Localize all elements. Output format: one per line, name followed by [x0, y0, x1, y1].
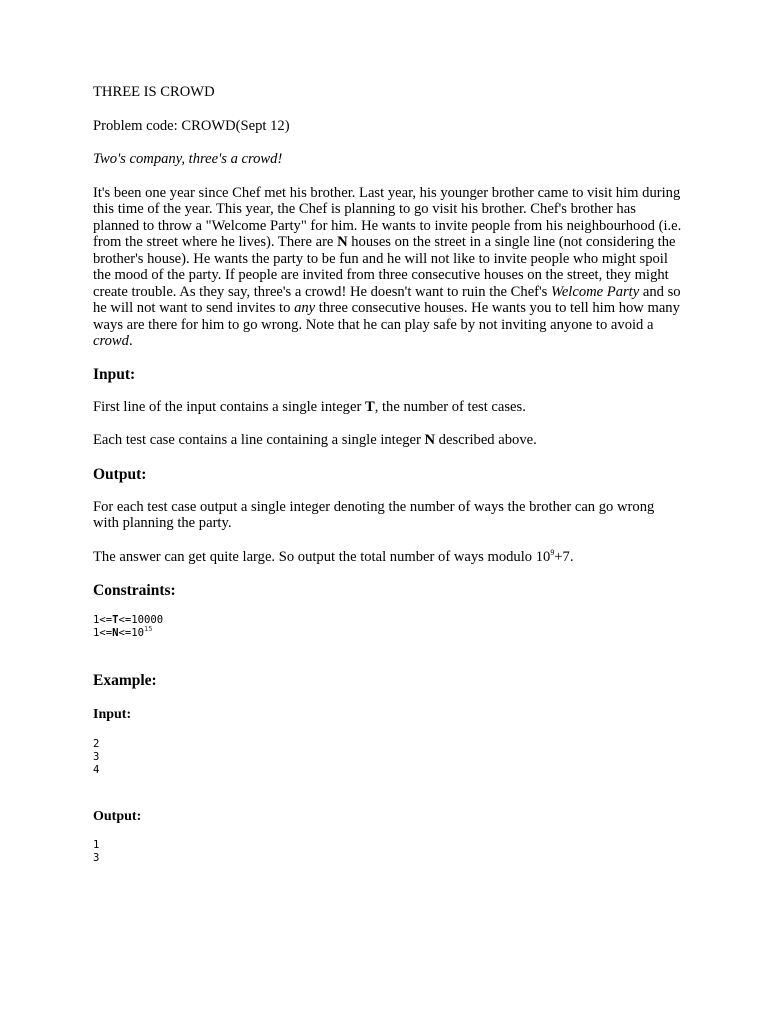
- input-line-2-text-b: described above.: [435, 432, 537, 448]
- statement-text-3: and so he will not want to send invites to: [93, 283, 681, 316]
- var-n: N: [337, 234, 348, 250]
- input-heading: Input:: [93, 365, 136, 383]
- input-line-1: [93, 399, 683, 416]
- example-output-label: Output:: [93, 809, 142, 824]
- constraint-1-var: T: [112, 614, 119, 626]
- input-line-1-text-b: , the number of test cases.: [374, 398, 526, 415]
- example-input-label: Input:: [93, 707, 132, 722]
- exponent-9: 9: [550, 547, 555, 557]
- constraint-2-b: <=10: [118, 627, 145, 639]
- output-line-1: For each test case output a single integer denoting the number of ways the brother can go wrong with planning the party.: [93, 498, 655, 531]
- example-input-line: 3: [93, 751, 100, 763]
- problem-content: [93, 84, 683, 865]
- constraint-2-a: 1<=: [93, 627, 113, 639]
- constraint-2-var: N: [112, 627, 119, 639]
- constraint-1-a: 1<=: [93, 614, 113, 626]
- constraint-1-b: <=10000: [118, 614, 164, 626]
- input-line-2: [93, 432, 683, 449]
- statement-text-5: .: [128, 333, 133, 349]
- example-heading: Example:: [93, 672, 157, 689]
- crowd-term: crowd: [93, 333, 129, 349]
- problem-title: THREE IS CROWD: [93, 84, 215, 100]
- input-line-2-text-a: Each test case contains a line containing a single integer: [93, 432, 425, 448]
- output-heading: Output:: [93, 465, 147, 483]
- problem-code: Problem code: CROWD(Sept 12): [93, 117, 290, 134]
- output-line-2: [93, 549, 683, 566]
- example-input-block: [93, 738, 683, 777]
- exponent-15: 15: [144, 625, 153, 633]
- statement-text-4: three consecutive houses. He wants you to tell him how many ways are there for him to go wrong. Note that he can play safe by not inviting anyone to avoid a: [93, 300, 680, 333]
- var-t: T: [364, 398, 375, 415]
- input-line-1-text-a: First line of the input contains a single integer: [93, 398, 365, 415]
- example-input-line: 4: [93, 764, 100, 776]
- tagline: Two's company, three's a crowd!: [93, 151, 283, 167]
- statement-text-1: It's been one year since Chef met his brother. Last year, his younger brother came to visit him during this time of the year. This year, the Chef is planning to go visit his brother. Chef's brother has planned to throw a "Welcome Party" for him. He wants to invite people from his neighbourhood (i.e. from the street where he lives). There are: [93, 184, 682, 250]
- output-line-2-text-b: +7.: [554, 548, 574, 565]
- statement-text-2: houses on the street in a single line (not considering the brother's house). He wants the party to be fun and he will not like to invite people who might spoil the mood of the party. If people are invited from three consecutive houses on the street, they might create trouble. As they say, three's a crowd! He doesn't want to ruin the Chef's: [93, 234, 676, 300]
- constraints-block: [93, 614, 683, 640]
- example-output-line: 3: [93, 852, 100, 864]
- example-output-line: 1: [93, 839, 100, 851]
- example-output-block: [93, 839, 683, 865]
- problem-statement: [93, 185, 683, 350]
- constraints-heading: Constraints:: [93, 582, 176, 599]
- output-line-2-text-a: The answer can get quite large. So output the total number of ways modulo 10: [93, 548, 551, 565]
- example-input-line: 2: [93, 738, 100, 750]
- welcome-party-term: Welcome Party: [551, 283, 640, 300]
- var-n-input: N: [424, 432, 436, 448]
- any-term: any: [294, 300, 316, 316]
